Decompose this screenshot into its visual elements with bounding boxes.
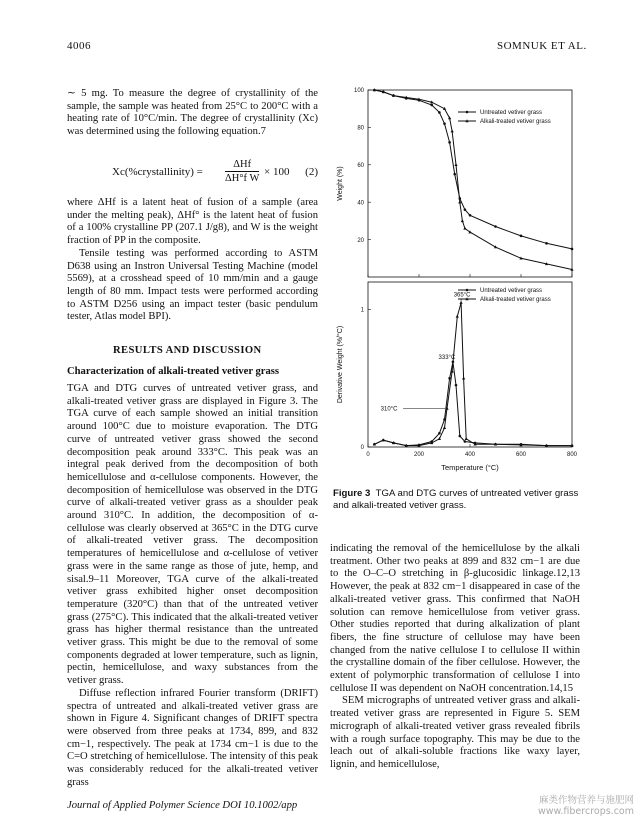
tga-ytick-label: 60 [357,163,364,169]
equation-lhs: Xc(%crystallinity) = [112,166,203,178]
x-tick-label: 800 [566,452,578,458]
tga-ytick-label: 100 [353,88,364,95]
section-title: RESULTS AND DISCUSSION [113,345,262,356]
tga-legend-label: Alkali-treated vetiver grass [480,119,551,125]
tga-series-1-point [545,242,548,245]
dtg-series-2-point [465,437,468,440]
dtg-series-2-point [462,376,465,379]
equation-numerator: ΔHf [225,159,259,172]
tga-ytick-label: 40 [357,200,364,207]
dtg-ytick-label: 0 [360,445,364,452]
equation-denominator: ΔH°f W [225,173,260,184]
tga-ytick-label: 20 [357,237,364,244]
dtg-legend-label: Alkali-treated vetiver grass [480,297,551,303]
x-tick-label: 600 [515,452,527,458]
dtg-legend-marker [466,289,469,292]
watermark [538,795,634,817]
figure-caption-label: Figure 3 [333,488,371,499]
equation-2 [74,158,318,188]
tga-series-1-point [520,235,523,238]
dtg-series-1-point [464,440,467,443]
page-number: 4006 [67,40,91,52]
figure-caption [333,488,581,511]
watermark-line-1: 麻类作物营养与施肥网 [538,795,634,806]
equation-number: (2) [305,166,318,178]
tga-series-2-point [461,219,464,222]
dtg-plot [336,282,578,472]
left-paragraph-3: Tensile testing was performed according to ASTM D638 using an Instron Universal Testing Machine (model 5569), at a crosshead speed of 10 mm/min and a gauge length of 80 mm. Impact tests were performed according to ASTM D256 using an impact tester (basic pendulum tester, Atlas model BPI). [67,247,318,323]
left-paragraph-2: where ΔHf is a latent heat of fusion of a sample (area under the melting peak), ΔHf° is the latent heat of fusion of a 100% crystalline PP (207.1 J/g8), and W is the weight fraction of PP in the composite. Tensile testing was performed according to ASTM D638 using an Instron Universal Testing Machine (model 5569), at a crosshead speed of 10 mm/min and a gauge length of 80 mm. Impact tests were performed according to ASTM D256 using an impact tester (basic pendulum tester, Atlas model BPI). [67,197,318,323]
tga-series-2-point [451,129,454,132]
x-tick-label: 400 [464,452,476,458]
subsection-title: Characterization of alkali-treated vetiver grass [67,366,280,377]
right-paragraph-2: SEM micrographs of untreated vetiver grass and alkali-treated vetiver grass are represented in Figure 5. SEM micrograph of alkali-treated vetiver grass revealed fibrils with a rough surface topography. This may be due to the leach out of alkali-soluble fractions like waxy layer, lignin, and hemicellulose, [330,695,580,770]
figure-caption-text: TGA and DTG curves of untreated vetiver grass and alkali-treated vetiver grass. [333,488,579,511]
dtg-series-1-line [374,362,572,446]
x-tick-label: 0 [366,452,370,458]
dtg-ytick-label: 1 [360,307,364,314]
tga-legend-label: Untreated vetiver grass [480,110,543,116]
right-paragraph-1: indicating the removal of the hemicellulose by the alkali treatment. Other two peaks at 899 and 832 cm−1 are due to the O–C–O stretching in β-glucosidic linkage.12,13 However, the peak at 832 cm−1 disappeared in case of the alkali-treated vetiver grass. This confirmed that NaOH solution can remove hemicellulose from vetiver grass. Other studies reported that during alkalization of plant fibers, the fine structure of cellulose may have been changed from the native cellulose I to cellulose II within the crystalline domain of the fiber cellulose. However, the extent of polymorphic transformation of cellulose I into cellulose II was dependent on NaOH concentration.14,15 SEM micrographs of untreated vetiver grass and alkali-treated vetiver grass are represented in Figure 5. SEM micrograph of alkali-treated vetiver grass revealed fibrils with a rough surface topography. This may be due to the leach out of alkali-soluble fractions like waxy layer, lignin, and hemicellulose, [330,543,580,770]
dtg-series-1-point [448,377,451,380]
tga-series-1-point [464,208,467,211]
dtg-series-1-point [438,432,441,435]
tga-series-1-point [494,225,497,228]
tga-series-1-point [571,248,574,251]
tga-ylabel: Weight (%) [337,166,344,201]
tga-series-1-line [374,90,572,249]
running-header: SOMNUK ET AL. [497,40,587,52]
left-paragraph-5: Diffuse reflection infrared Fourier transform (DRIFT) spectra of untreated and alkali-treated vetiver grass are shown in Figure 4. Significant changes of DRIFT spectra were observed from three peaks at 1734, 899, and 832 cm−1, respectively. The peak at 1734 cm−1 is due to the C=O stretching of hemicellulose. The intensity of this peak was considerably reduced for the alkali-treated vetiver grass [67,687,318,788]
watermark-line-2: www.fibercrops.com [537,806,634,817]
tga-series-1-point [438,111,441,114]
tga-legend-marker [466,111,469,114]
dtg-series-2-line [374,303,572,446]
dtg-frame [368,282,572,447]
dtg-series-2-point [456,315,459,318]
tga-series-1-point [443,122,446,125]
tga-series-1-point [430,104,433,107]
x-tick-label: 200 [413,452,425,458]
dtg-series-1-point [455,384,458,387]
equation-fraction [225,159,259,185]
tga-series-1-point [448,141,451,144]
tga-series-1-point [453,173,456,176]
tga-plot [337,88,574,277]
annotation-365: 365°C [453,292,471,299]
dtg-ylabel: Derivative Weight (%/°C) [337,325,344,404]
figure-3-chart [330,82,580,482]
x-axis-label: Temperature (°C) [441,463,499,472]
left-paragraph-1: ∼ 5 mg. To measure the degree of crystallinity of the sample, the sample was heated from 25°C to 200°C with a heating rate of 10°C/min. The degree of crystallinity (Xc) was determined using the following equation.7 [67,88,318,138]
tga-ytick-label: 80 [357,125,364,132]
dtg-series-2-point [443,426,446,429]
dtg-legend-label: Untreated vetiver grass [480,288,543,294]
annotation-310: 310°C [380,406,398,413]
dtg-series-1-point [459,435,462,438]
annotation-333: 333°C [438,354,456,361]
tga-series-1-point [469,214,472,217]
journal-footer: Journal of Applied Polymer Science DOI 10.1002/app [67,800,298,811]
tga-series-2-point [454,163,457,166]
tga-series-2-point [463,227,466,230]
equation-rhs: × 100 [264,166,290,178]
left-paragraph-4: TGA and DTG curves of untreated vetiver grass, and alkali-treated vetiver grass are displayed in Figure 3. The TGA curve of each sample showed an initial transition around 100°C due to moisture evaporation. The DTG curve of untreated vetiver grass showed the second decomposition peak around 333°C. This peak was an integral peak derived from the decomposition of both hemicellulose and α-cellulose components. However, the decomposition of hemicellulose was observed in the DTG curve of alkali-treated vetiver grass as a shoulder peak around 310°C. In addition, the decomposition of α-cellulose was clearly observed at 365°C in the DTG curve of alkali-treated vetiver grass. The decomposition temperatures of hemicellulose and α-cellulose of vetiver grass were in the same range as those of jute, hemp, and sisal.9–11 Moreover, TGA curve of the alkali-treated vetiver grass exhibited higher onset decomposition temperature (320°C) than that of the untreated vetiver grass (275°C). This indicated that the alkali-treated vetiver grass has higher thermal resistance than the untreated vetiver grass. This might be due to the removal of some components degraded at lower temperature, such as lignin, pectin, hemicellulose, and waxy substances from the vetiver grass. Diffuse reflection infrared Fourier transform (DRIFT) spectra of untreated and alkali-treated vetiver grass are shown in Figure 4. Significant changes of DRIFT spectra were observed from three peaks at 1734, 899, and 832 cm−1, respectively. The peak at 1734 cm−1 is due to the C=O stretching of hemicellulose. The intensity of this peak was considerably reduced for the alkali-treated vetiver grass [67,383,318,788]
